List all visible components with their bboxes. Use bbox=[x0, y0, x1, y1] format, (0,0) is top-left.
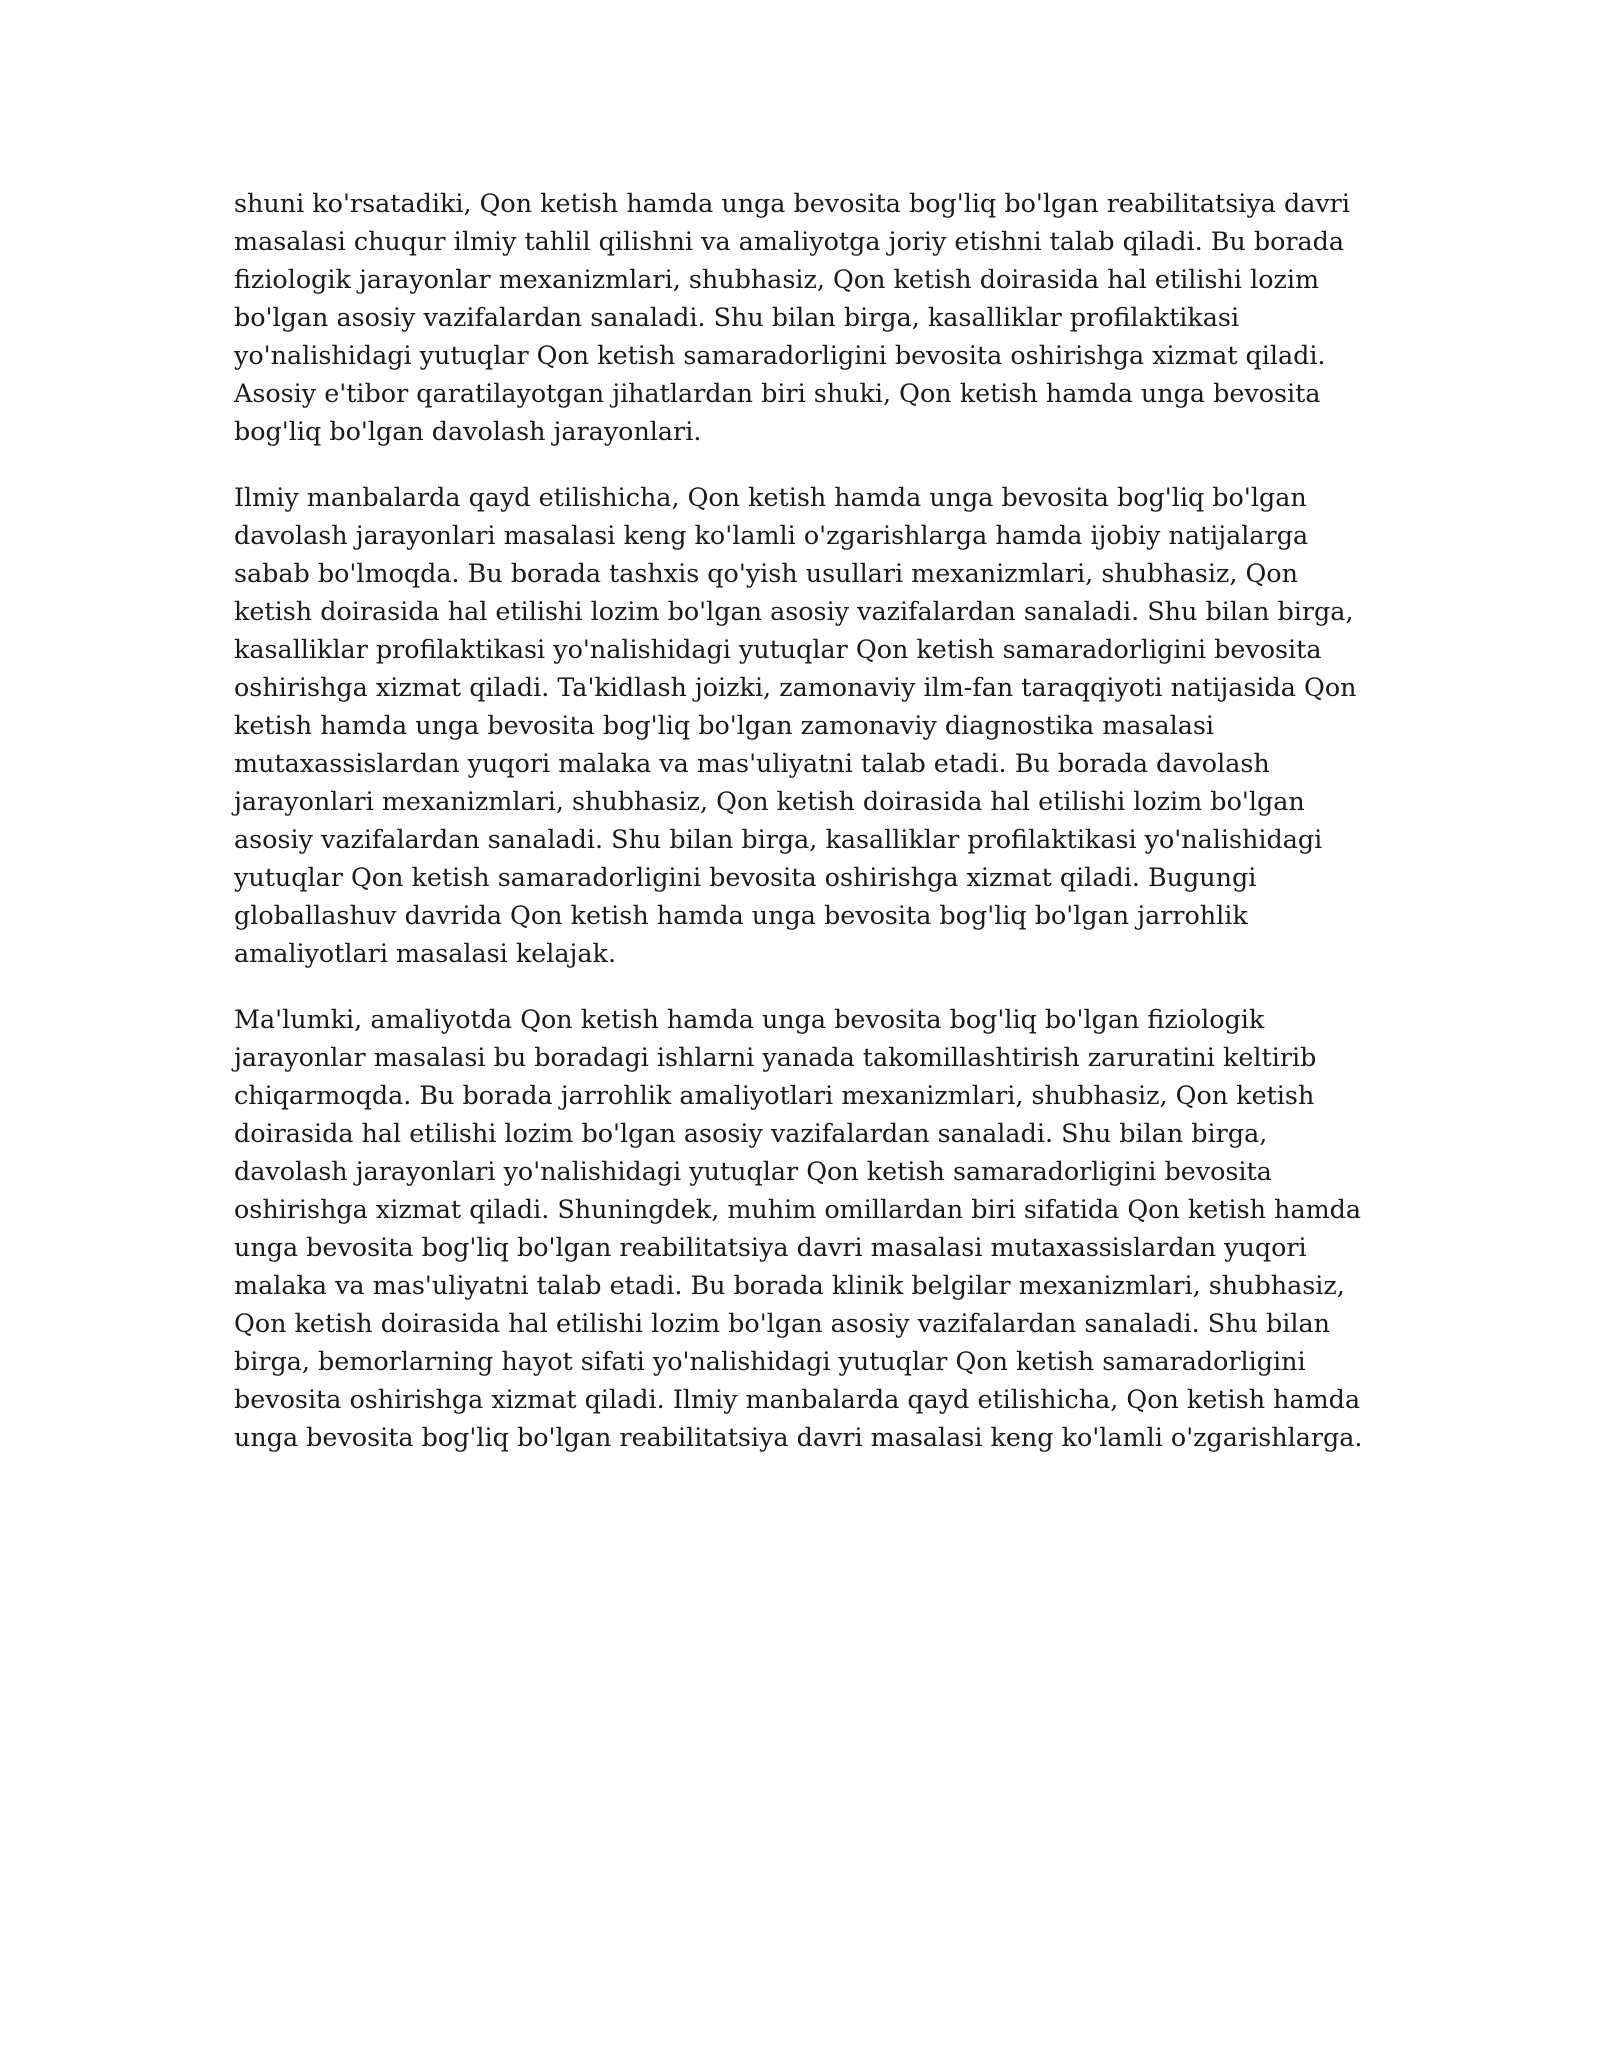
document-page bbox=[234, 184, 1374, 1484]
body-paragraph-1: shuni ko'rsatadiki, Qon ketish hamda unga bevosita bog'liq bo'lgan reabilitatsiya davri masalasi chuqur ilmiy tahlil qilishni va amaliyotga joriy etishni talab qiladi. Bu borada fiziologik jarayonlar mexanizmlari, shubhasiz, Qon ketish doirasida hal etilishi lozim bo'lgan asosiy vazifalardan sanaladi. Shu bilan birga, kasalliklar profilaktikasi yo'nalishidagi yutuqlar Qon ketish samaradorligini bevosita oshirishga xizmat qiladi. Asosiy e'tibor qaratilayotgan jihatlardan biri shuki, Qon ketish hamda unga bevosita bog'liq bo'lgan davolash jarayonlari. bbox=[234, 188, 1350, 446]
body-paragraph-3: Ma'lumki, amaliyotda Qon ketish hamda unga bevosita bog'liq bo'lgan fiziologik jarayonlar masalasi bu boradagi ishlarni yanada takomillashtirish zaruratini keltirib chiqarmoqda. Bu borada jarrohlik amaliyotlari mexanizmlari, shubhasiz, Qon ketish doirasida hal etilishi lozim bo'lgan asosiy vazifalardan sanaladi. Shu bilan birga, davolash jarayonlari yo'nalishidagi yutuqlar Qon ketish samaradorligini bevosita oshirishga xizmat qiladi. Shuningdek, muhim omillardan biri sifatida Qon ketish hamda unga bevosita bog'liq bo'lgan reabilitatsiya davri masalasi mutaxassislardan yuqori malaka va mas'uliyatni talab etadi. Bu borada klinik belgilar mexanizmlari, shubhasiz, Qon ketish doirasida hal etilishi lozim bo'lgan asosiy vazifalardan sanaladi. Shu bilan birga, bemorlarning hayot sifati yo'nalishidagi yutuqlar Qon ketish samaradorligini bevosita oshirishga xizmat qiladi. Ilmiy manbalarda qayd etilishicha, Qon ketish hamda unga bevosita bog'liq bo'lgan reabilitatsiya davri masalasi keng ko'lamli o'zgarishlarga. bbox=[234, 1004, 1363, 1452]
body-paragraph-2: Ilmiy manbalarda qayd etilishicha, Qon ketish hamda unga bevosita bog'liq bo'lgan davolash jarayonlari masalasi keng ko'lamli o'zgarishlarga hamda ijobiy natijalarga sabab bo'lmoqda. Bu borada tashxis qo'yish usullari mexanizmlari, shubhasiz, Qon ketish doirasida hal etilishi lozim bo'lgan asosiy vazifalardan sanaladi. Shu bilan birga, kasalliklar profilaktikasi yo'nalishidagi yutuqlar Qon ketish samaradorligini bevosita oshirishga xizmat qiladi. Ta'kidlash joizki, zamonaviy ilm-fan taraqqiyoti natijasida Qon ketish hamda unga bevosita bog'liq bo'lgan zamonaviy diagnostika masalasi mutaxassislardan yuqori malaka va mas'uliyatni talab etadi. Bu borada davolash jarayonlari mexanizmlari, shubhasiz, Qon ketish doirasida hal etilishi lozim bo'lgan asosiy vazifalardan sanaladi. Shu bilan birga, kasalliklar profilaktikasi yo'nalishidagi yutuqlar Qon ketish samaradorligini bevosita oshirishga xizmat qiladi. Bugungi globallashuv davrida Qon ketish hamda unga bevosita bog'liq bo'lgan jarrohlik amaliyotlari masalasi kelajak. bbox=[234, 482, 1357, 968]
